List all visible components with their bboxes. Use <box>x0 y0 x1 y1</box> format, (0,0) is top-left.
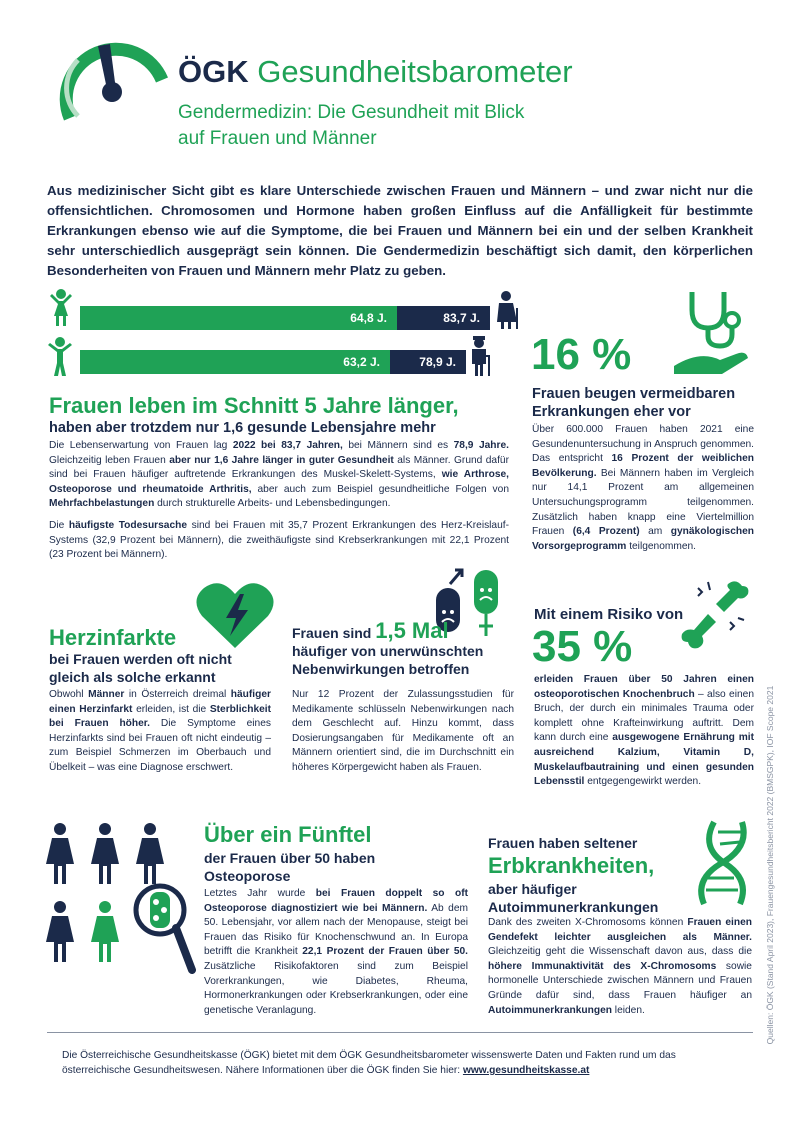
intro-paragraph: Aus medizinischer Sicht gibt es klare Unterschiede zwischen Frauen und Männern – und zwar nicht nur die offensichtlichen. Chromosomen und Hormone haben großen Einfluss auf die Anfälligkeit für bestimmte Erkrankungen ebenso wie auf die Symptome, die bei Frauen und Männern bei ein und der selben Krankheit sehr unterschiedlich ausgeprägt sein können. Die Gendermedizin beschäftigt sich damit, den körperlichen Besonderheiten von Frauen und Männern mehr Platz zu geben. <box>47 183 753 278</box>
side-effects-paragraph: Nur 12 Prozent der Zulassungsstudien für Medikamente schlüsseln Nebenwirkungen nach dem Geschlecht auf. Hinzu kommt, dass Dosierungsangaben für Medikamente oft an Männern orientiert sind, die im Durchschnitt ein höheres Körpergewicht haben als Frauen. <box>292 689 514 773</box>
grandmother-icon <box>494 290 520 335</box>
stethoscope-hand-icon <box>670 288 752 383</box>
sources-text: Quellen: ÖGK (Stand April 2023), Frauengesundheitsbericht 2022 (BMSGPK), IOF Scope 2021 <box>765 685 775 1045</box>
broken-bone-icon <box>672 578 754 663</box>
osteo-subheading: der Frauen über 50 haben Osteoporose <box>204 850 376 884</box>
heart-bolt-icon <box>196 580 274 655</box>
life-expectancy-chart <box>80 306 490 376</box>
life-paragraph-1: Die Lebenserwartung von Frauen lag 2022 bei 83,7 Jahren, bei Männern sind es 78,9 Jahre. Gleichzeitig leben Frauen aber nur 1,6 Jahre länger in guter Gesundheit als Männer. Grund dafür sind bei Frauen häufiger auftretende Erkrankungen des Muskel-Skelett-Systems, wie Arthrose, Osteoporose und rheumatoide Arthritis, aber auch zum Beispiel gesundheitliche Folgen von Mehrfachbelastungen durch strukturelle Arbeits- und Lebensbedingungen. <box>49 440 509 510</box>
bar-men-healthy: 63,2 J. <box>80 350 390 374</box>
heart-heading: Herzinfarkte <box>49 625 177 650</box>
bar-women-healthy: 64,8 J. <box>80 306 397 330</box>
heart-paragraph: Obwohl Männer in Österreich dreimal häufiger einen Herzinfarkt erleiden, ist die Sterblichkeit bei Frauen höher. Die Symptome eines Herzinfarkts sind bei Frauen oft nicht eindeutig – zum Beispiel Schmerzen im Oberbauch und Übelkeit – was eine Diagnose erschwert. <box>49 689 272 773</box>
prevention-paragraph: Über 600.000 Frauen haben 2021 eine Gesundenuntersuchung in Anspruch genommen. Das entspricht 16 Prozent der weiblichen Bevölkerung. Bei Männern haben im Vergleich nur 14,1 Prozent am allgemeinen Untersuchungsprogramm teilgenommen. Zusätzlich haben knapp eine Viertelmillion Frauen (6,4 Prozent) am gynäkologischen Vorsorgeprogramm teilgenommen. <box>532 424 754 552</box>
bar-women-total: 83,7 J. <box>80 306 490 330</box>
gauge-icon <box>58 20 168 130</box>
footer-link[interactable]: www.gesundheitskasse.at <box>462 1065 590 1076</box>
fracture-pre: Mit einem Risiko von <box>534 606 684 623</box>
side-effects-heading: Frauen sind 1,5 Mal häufiger von unerwünschten Nebenwirkungen betroffen <box>292 618 484 677</box>
page-subtitle: Gendermedizin: Die Gesundheit mit Blick auf Frauen und Männer <box>178 102 525 149</box>
life-subheading: haben aber trotzdem nur 1,6 gesunde Lebensjahre mehr <box>49 420 436 436</box>
boy-icon <box>46 336 74 383</box>
grandfather-icon <box>466 334 494 383</box>
magnifier-bone-icon <box>132 880 196 985</box>
bar-men-total: 78,9 J. <box>80 350 466 374</box>
genetic-paragraph: Dank des zweiten X-Chromosoms können Frauen einen Gendefekt leichter ausgleichen als Männer. Gleichzeitig geht die Wissenschaft davon aus, dass die höhere Immunaktivität des X-Chromosoms sowie hormonelle Unterschiede zwischen Männern und Frauen Gründe dafür sind, dass Frauen häufiger an Autoimmunerkrankungen leiden. <box>488 917 752 1016</box>
brand-name: ÖGK <box>178 54 249 89</box>
genetic-heading: Frauen haben seltener Erbkrankheiten, aber häufiger Autoimmunerkrankungen <box>488 835 659 915</box>
girl-icon <box>48 288 74 333</box>
osteo-heading: Über ein Fünftel <box>204 822 372 847</box>
page-title: Gesundheitsbarometer <box>257 54 573 89</box>
osteo-paragraph: Letztes Jahr wurde bei Frauen doppelt so oft Osteoporose diagnostiziert wie bei Männern. Ab dem 50. Lebensjahr, vor allem nach der Menopause, steigt bei Frauen das Risiko für Knochenschwund an. In Europa betrifft die Krankheit 22,1 Prozent der Frauen über 50. Zusätzliche Risikofaktoren sind zum Beispiel Vorerkrankungen, wie Diabetes, Rheuma, Hormonerkrankungen oder Krebserkrankungen, oder eine genetische Veranlagung. <box>204 888 468 1016</box>
fracture-paragraph: erleiden Frauen über 50 Jahren einen osteoporotischen Knochenbruch – also einen Bruch, der durch ein minimales Trauma oder komplett ohne Krafteinwirkung auftritt. Dem kann durch eine ausgewogene Ernährung mit ausreichend Kalzium, Vitamin D, Muskelaufbautraining und einen gesunden Lebensstil entgegengewirkt werden. <box>534 674 754 788</box>
fracture-big-number: 35 % <box>532 622 633 671</box>
life-paragraph-2: Die häufigste Todesursache sind bei Frauen mit 35,7 Prozent Erkrankungen des Herz-Kreislauf-Systems (32,9 Prozent bei Männern), die zweithäufigste sind Krebserkrankungen mit 22,1 Prozent (23 Prozent bei Männern). <box>49 520 509 561</box>
footer-text: Die Österreichische Gesundheitskasse (ÖGK) bietet mit dem ÖGK Gesundheitsbarometer wissenswerte Daten und Fakten rund um das österreichische Gesundheitswesen. Nähere Informationen über die ÖGK finden Sie hier: www.gesundheitskasse.at <box>62 1050 676 1076</box>
prevention-heading: Frauen beugen vermeidbaren Erkrankungen eher vor <box>532 386 736 420</box>
footer-divider <box>47 1032 753 1033</box>
prevention-big-number: 16 % <box>531 330 632 379</box>
life-heading: Frauen leben im Schnitt 5 Jahre länger, <box>49 393 459 418</box>
dna-icon <box>690 818 756 913</box>
heart-subheading: bei Frauen werden oft nicht gleich als solche erkannt <box>49 651 232 685</box>
